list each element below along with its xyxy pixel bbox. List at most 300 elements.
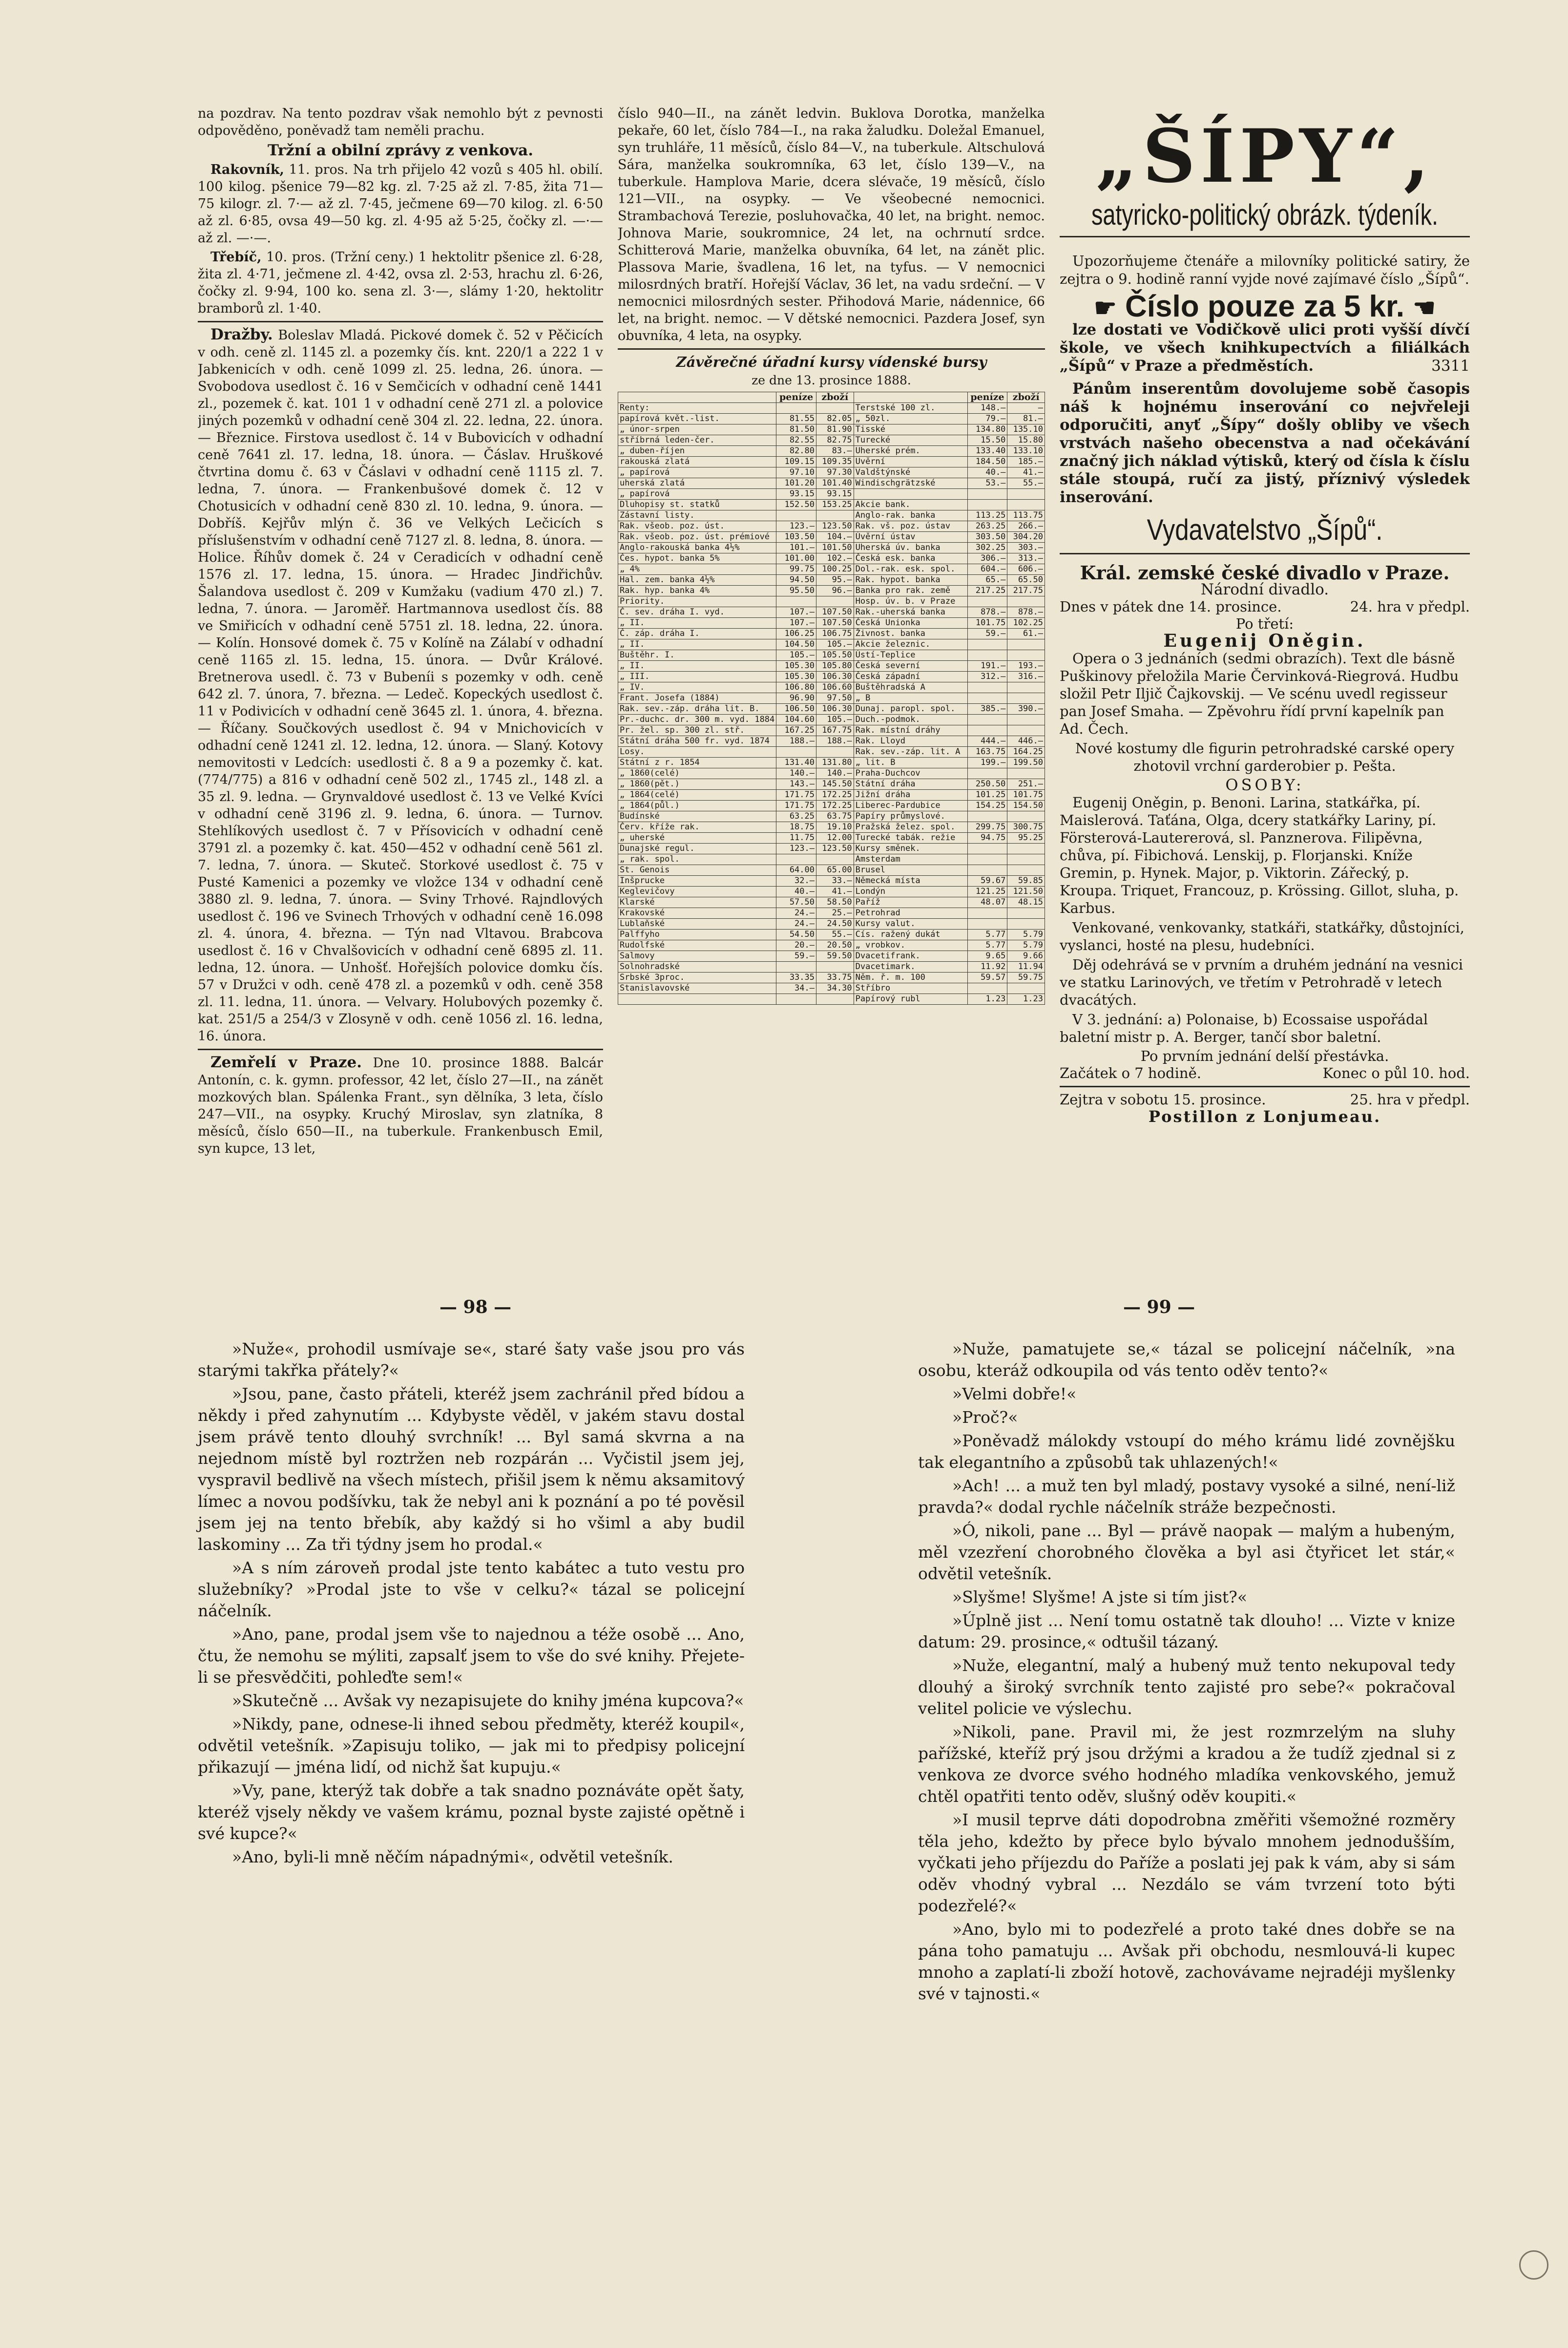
pause-note: Po prvním jednání delší přestávka. bbox=[1140, 1048, 1389, 1064]
table-cell: 101.40 bbox=[816, 478, 854, 489]
table-cell: 48.07 bbox=[967, 897, 1007, 908]
table-cell bbox=[967, 919, 1007, 930]
table-cell: 390.— bbox=[1007, 704, 1045, 715]
table-cell bbox=[967, 983, 1007, 994]
table-cell: Srbské 3proc. bbox=[618, 973, 776, 983]
table-cell: Německá místa bbox=[854, 876, 967, 887]
table-cell: Palffyho bbox=[618, 930, 776, 940]
section-divider bbox=[198, 1049, 603, 1050]
table-cell: 113.75 bbox=[1007, 510, 1045, 521]
table-cell: Petrohrad bbox=[854, 908, 967, 919]
table-cell: „ III. bbox=[618, 672, 776, 682]
story-paragraph: »Vy, pane, kterýž tak dobře a tak snadno poznáváte opět šaty, kteréž vjsely někdy ve vašem krámu, poznal byste zajisté opětně i své kupce?« bbox=[198, 1781, 745, 1843]
table-cell: Hal. zem. banka 4½% bbox=[618, 575, 776, 586]
table-cell: 57.50 bbox=[776, 897, 816, 908]
table-cell: 123.50 bbox=[816, 521, 854, 532]
table-cell: 65.50 bbox=[1007, 575, 1045, 586]
table-cell bbox=[967, 596, 1007, 607]
table-row bbox=[618, 661, 1045, 672]
table-cell: Tisské bbox=[854, 424, 967, 435]
table-cell: 300.75 bbox=[1007, 822, 1045, 833]
table-cell: Zástavní listy. bbox=[618, 510, 776, 521]
table-cell: 121.50 bbox=[1007, 887, 1045, 897]
table-cell: 109.35 bbox=[816, 457, 854, 467]
table-header-cell: peníze bbox=[776, 392, 816, 403]
table-cell: 172.25 bbox=[816, 790, 854, 801]
table-cell: Dol.-rak. esk. spol. bbox=[854, 564, 967, 575]
theatre-date-line: Dnes v pátek dne 14. prosince. 24. hra v předpl. bbox=[1060, 598, 1470, 615]
table-cell: Dunaj. paropl. spol. bbox=[854, 704, 967, 715]
table-cell: 167.25 bbox=[776, 725, 816, 736]
table-cell: 131.80 bbox=[816, 758, 854, 768]
table-cell bbox=[776, 994, 816, 1005]
table-row bbox=[618, 521, 1045, 532]
cast-heading: OSOBY: bbox=[1225, 776, 1304, 794]
table-cell bbox=[967, 500, 1007, 510]
table-cell: 145.50 bbox=[816, 779, 854, 790]
table-cell: Jižní dráha bbox=[854, 790, 967, 801]
table-cell: Terstské 100 zl. bbox=[854, 403, 967, 414]
table-cell: Krakovské bbox=[618, 908, 776, 919]
table-cell: 313.— bbox=[1007, 553, 1045, 564]
table-cell: 153.25 bbox=[816, 500, 854, 510]
table-cell: Č. záp. dráha I. bbox=[618, 629, 776, 639]
table-row bbox=[618, 693, 1045, 704]
theatre-third-performance: Po třetí: bbox=[1235, 615, 1294, 632]
table-cell: 33.35 bbox=[776, 973, 816, 983]
table-cell: 11.75 bbox=[776, 833, 816, 844]
table-cell: Pr.-duchc. dr. 300 m. vyd. 1884 bbox=[618, 715, 776, 725]
table-cell: 184.50 bbox=[967, 457, 1007, 467]
table-cell: 185.— bbox=[1007, 457, 1045, 467]
table-cell: „ IV. bbox=[618, 682, 776, 693]
story-paragraph: »Ano, bylo mi to podezřelé a proto také dnes dobře se na pána toho pamatuju ... Avšak při obchodu, nesmlouvá-li kupec mnoho a zaplatí-li zboží hotově, zachovávame nejradéji myšlenky své v tajnosti.« bbox=[918, 1920, 1455, 2003]
publisher-name: Vydavatelstvo „Šípů“. bbox=[1147, 513, 1383, 546]
table-cell: „ lit. B bbox=[854, 758, 967, 768]
table-cell: Kursy valut. bbox=[854, 919, 967, 930]
table-cell: 48.15 bbox=[1007, 897, 1045, 908]
table-cell bbox=[776, 596, 816, 607]
table-cell: 154.25 bbox=[967, 801, 1007, 811]
table-cell: „ duben-říjen bbox=[618, 446, 776, 457]
table-cell: 444.— bbox=[967, 736, 1007, 747]
table-cell: 134.80 bbox=[967, 424, 1007, 435]
table-cell: Rak. všeob. poz. úst. prémiové bbox=[618, 532, 776, 543]
table-header-cell: peníze bbox=[967, 392, 1007, 403]
table-row bbox=[618, 607, 1045, 618]
table-cell bbox=[1007, 908, 1045, 919]
table-cell: Česká Unionka bbox=[854, 618, 967, 629]
table-cell bbox=[1007, 865, 1045, 876]
table-row bbox=[618, 801, 1045, 811]
table-cell: 878.— bbox=[967, 607, 1007, 618]
table-cell: 59.57 bbox=[967, 973, 1007, 983]
table-cell bbox=[776, 510, 816, 521]
table-cell: 34.30 bbox=[816, 983, 854, 994]
table-cell: Rak. všeob. poz. úst. bbox=[618, 521, 776, 532]
table-cell: 81.50 bbox=[776, 424, 816, 435]
table-row bbox=[618, 994, 1045, 1005]
table-cell: 101.75 bbox=[1007, 790, 1045, 801]
table-cell: Keglevičovy bbox=[618, 887, 776, 897]
story-paragraph: »Nikdy, pane, odnese-li ihned sebou předměty, kteréž koupil«, odvětil vetešník. »Zapisuju toliko, — jak mi to předpisy policejní přikazují — jména lidí, od nichž šat kupuju.« bbox=[198, 1714, 745, 1777]
table-cell bbox=[1007, 725, 1045, 736]
exchange-rates-table bbox=[618, 392, 1045, 1005]
table-cell: 302.25 bbox=[967, 543, 1007, 553]
table-cell: Rak.-uherská banka bbox=[854, 607, 967, 618]
table-row bbox=[618, 736, 1045, 747]
table-cell: 95.50 bbox=[776, 586, 816, 596]
table-cell: Rak. sev.-záp. dráha lit. B. bbox=[618, 704, 776, 715]
table-header-cell: zboží bbox=[1007, 392, 1045, 403]
table-cell: uherská zlatá bbox=[618, 478, 776, 489]
table-cell: 107.— bbox=[776, 607, 816, 618]
table-cell: Turecké tabák. režie bbox=[854, 833, 967, 844]
table-cell: 63.25 bbox=[776, 811, 816, 822]
section-divider bbox=[1060, 553, 1470, 554]
table-cell: Rak. Lloyd bbox=[854, 736, 967, 747]
table-cell: 172.25 bbox=[816, 801, 854, 811]
rakovnik-report: Rakovník, 11. pros. Na trh přijelo 42 vozů s 405 hl. obilí. 100 kilog. pšenice 79—82 kg. zl. 7·25 až zl. 7·85, žita 71—75 kilogr. zl. 7·— až zl. 7·45, ječmene 69—70 kilog. zl. 6·50 až zl. 6·85, ovsa 49—50 kg. zl. 4·95 až 5·25, čočky zl. —·— až zl. —·—. bbox=[198, 162, 603, 246]
cast-list: Eugenij Oněgin, p. Benoni. Larina, statkářka, pí. Maislerová. Taťána, Olga, dcery statkářky Lariny, pí. Försterová-Lautererová, sl. Panznerova. Filipěvna, chůva, pí. Fibichová. Lenskij, p. Florjanski. Kníže Gremin, p. Hynek. Major, p. Viktorin. Zářecký, p. Kroupa. Triquet, Francouz, p. Krössing. Gillot, sluha, p. Karbus. bbox=[1060, 794, 1459, 916]
table-cell: „ 4% bbox=[618, 564, 776, 575]
table-cell: 105.30 bbox=[776, 661, 816, 672]
section-divider bbox=[618, 348, 1045, 350]
table-row bbox=[618, 414, 1045, 424]
table-row bbox=[618, 725, 1045, 736]
table-cell: 299.75 bbox=[967, 822, 1007, 833]
table-cell: 94.75 bbox=[967, 833, 1007, 844]
bursa-heading: Závěrečné úřadní kursy vídenské bursy bbox=[676, 354, 987, 370]
table-cell: 41.— bbox=[1007, 467, 1045, 478]
table-cell: 101.50 bbox=[816, 543, 854, 553]
story-paragraph: »Nikoli, pane. Pravil mi, že jest rozmrzelým na sluhy pařížské, kteříž prý jsou držými a kradou a že tudíž zjednal si z venkova ze dvorce svého hodného mladíka venkovského, jemuž chtěl opatřiti tento oděv, slušný oděv koupiti.« bbox=[918, 1722, 1455, 1806]
table-row bbox=[618, 704, 1045, 715]
table-row bbox=[618, 897, 1045, 908]
table-cell bbox=[776, 747, 816, 758]
table-cell: Kursy směnek. bbox=[854, 844, 967, 854]
tomorrow-title: Postillon z Lonjumeau. bbox=[1148, 1107, 1381, 1126]
table-cell bbox=[816, 747, 854, 758]
table-cell: 15.80 bbox=[1007, 435, 1045, 446]
table-cell: 81.55 bbox=[776, 414, 816, 424]
story-paragraph: »Jsou, pane, často přáteli, kteréž jsem zachránil před bídou a někdy i před zahynutím ... Kdybyste věděl, v jakém stavu dostal jsem právě tento dlouhý svrchník! ... Byl samá skvrna a na nejednom místě byl roztržen neb rozpárán ... Vyčistil jsem jej, vyspravil bedlivě na všech místech, přišil jsem k němu aksamitový límec a novou podšívku, tak že nebyl ani k poznání a po té pověsil jsem jej na tento břebík, aby každý si ho všiml a aby budil laskominy ... Za tři týdny jsem ho prodal.« bbox=[198, 1384, 745, 1554]
table-row bbox=[618, 790, 1045, 801]
table-row bbox=[618, 919, 1045, 930]
table-cell bbox=[816, 994, 854, 1005]
table-cell: Stříbro bbox=[854, 983, 967, 994]
table-cell: 9.66 bbox=[1007, 951, 1045, 962]
table-row bbox=[618, 962, 1045, 973]
table-cell: 59.50 bbox=[816, 951, 854, 962]
table-cell: 5.77 bbox=[967, 940, 1007, 951]
table-row bbox=[618, 930, 1045, 940]
table-row bbox=[618, 854, 1045, 865]
table-cell bbox=[1007, 715, 1045, 725]
left-column bbox=[198, 105, 603, 1258]
table-row bbox=[618, 833, 1045, 844]
story-paragraph: »I musil teprve dáti dopodrobna změřiti všemožné rozměry těla jeho, kdežto by přece bylo bývalo mnohem jednodušším, vyčkati jeho příjezdu do Paříže a poslati jej pak k vám, aby si sám oděv vhodný vybral ... Nezdálo se vám tvrzení toto býti podezřelé?« bbox=[918, 1810, 1455, 1915]
table-cell: 33.— bbox=[816, 876, 854, 887]
table-cell: 107.50 bbox=[816, 618, 854, 629]
table-cell bbox=[967, 854, 1007, 865]
table-cell: 123.— bbox=[776, 521, 816, 532]
table-cell: 152.50 bbox=[776, 500, 816, 510]
table-cell bbox=[1007, 768, 1045, 779]
table-cell: 171.75 bbox=[776, 801, 816, 811]
table-cell: „ II. bbox=[618, 661, 776, 672]
table-cell: Windischgrätzské bbox=[854, 478, 967, 489]
table-cell: 96.90 bbox=[776, 693, 816, 704]
intro-text: na pozdrav. Na tento pozdrav však nemohlo být z pevnosti odpověděno, poněvadž tam neměli prachu. bbox=[198, 106, 603, 138]
table-cell: 188.— bbox=[776, 736, 816, 747]
table-cell: 385.— bbox=[967, 704, 1007, 715]
table-cell bbox=[816, 510, 854, 521]
table-cell: 101.20 bbox=[776, 478, 816, 489]
table-cell: papírová květ.-list. bbox=[618, 414, 776, 424]
table-cell bbox=[967, 682, 1007, 693]
sipy-notice: Upozorňujeme čtenáře a milovníky politické satiry, že zejtra o 9. hodině ranní vyjde nové zajímavé číslo „Šípů“. bbox=[1060, 253, 1470, 287]
table-row bbox=[618, 672, 1045, 682]
table-cell: 106.50 bbox=[776, 704, 816, 715]
table-cell: 164.25 bbox=[1007, 747, 1045, 758]
table-cell: 93.15 bbox=[776, 489, 816, 500]
table-cell: 59.67 bbox=[967, 876, 1007, 887]
ballet-note: V 3. jednání: a) Polonaise, b) Ecossaise uspořádal baletní mistr p. A. Berger, tančí sbor baletní. bbox=[1060, 1011, 1428, 1045]
table-cell: „ B bbox=[854, 693, 967, 704]
table-cell: Pr. žel. sp. 300 zl. stř. bbox=[618, 725, 776, 736]
setting-note: Děj odehrává se v prvním a druhém jednání na vesnici ve statku Larinových, ve třetím v Petrohradě v letech dvacátých. bbox=[1060, 956, 1463, 1008]
table-cell: 121.25 bbox=[967, 887, 1007, 897]
table-row bbox=[618, 553, 1045, 564]
table-row bbox=[618, 682, 1045, 693]
table-cell: Anglo-rakouská banka 4½% bbox=[618, 543, 776, 553]
table-cell: 217.25 bbox=[967, 586, 1007, 596]
table-row bbox=[618, 532, 1045, 543]
table-cell: 18.75 bbox=[776, 822, 816, 833]
table-cell: 5.77 bbox=[967, 930, 1007, 940]
table-cell: Valdštýnské bbox=[854, 467, 967, 478]
theatre-subheading: Národní divadlo. bbox=[1200, 581, 1329, 598]
table-cell bbox=[1007, 639, 1045, 650]
table-row bbox=[618, 435, 1045, 446]
table-cell: 199.50 bbox=[1007, 758, 1045, 768]
table-cell: 105.— bbox=[816, 639, 854, 650]
table-cell: 65.00 bbox=[816, 865, 854, 876]
table-cell bbox=[967, 693, 1007, 704]
table-cell: Klarské bbox=[618, 897, 776, 908]
table-cell: 102.— bbox=[816, 553, 854, 564]
table-cell: 63.75 bbox=[816, 811, 854, 822]
table-row bbox=[618, 715, 1045, 725]
table-cell: Rak. hyp. banka 4% bbox=[618, 586, 776, 596]
section-divider bbox=[1060, 1086, 1470, 1087]
table-cell: Státní dráha 500 fr. vyd. 1874 bbox=[618, 736, 776, 747]
table-header-row bbox=[618, 392, 1045, 403]
table-cell: 9.65 bbox=[967, 951, 1007, 962]
table-cell: Státní dráha bbox=[854, 779, 967, 790]
table-cell bbox=[776, 403, 816, 414]
table-cell: 15.50 bbox=[967, 435, 1007, 446]
table-cell: Brusel bbox=[854, 865, 967, 876]
table-cell: Cís. ražený dukát bbox=[854, 930, 967, 940]
table-row bbox=[618, 822, 1045, 833]
table-cell: 101.75 bbox=[967, 618, 1007, 629]
table-cell: 123.— bbox=[776, 844, 816, 854]
table-cell: Uherská úv. banka bbox=[854, 543, 967, 553]
table-cell: 303.— bbox=[1007, 543, 1045, 553]
page-number-left: — 98 — bbox=[439, 1297, 512, 1317]
table-cell bbox=[967, 865, 1007, 876]
table-cell: 217.75 bbox=[1007, 586, 1045, 596]
table-cell bbox=[1007, 811, 1045, 822]
table-cell bbox=[854, 489, 967, 500]
table-row bbox=[618, 983, 1045, 994]
table-cell: 446.— bbox=[1007, 736, 1045, 747]
table-cell: 11.92 bbox=[967, 962, 1007, 973]
theatre-heading: Král. zemské české divadlo v Praze. bbox=[1080, 562, 1450, 584]
table-cell: 59.— bbox=[776, 951, 816, 962]
story-paragraph: »Velmi dobře!« bbox=[952, 1384, 1077, 1403]
table-cell: — bbox=[1007, 403, 1045, 414]
table-cell bbox=[776, 854, 816, 865]
pointing-hand-left-icon: ☚ bbox=[1413, 294, 1436, 322]
table-cell: Banka pro rak. země bbox=[854, 586, 967, 596]
sipy-subtitle: satyricko-politický obrázk. týdeník. bbox=[1091, 198, 1439, 231]
table-cell bbox=[1007, 919, 1045, 930]
table-cell: 83.— bbox=[816, 446, 854, 457]
table-cell: 143.— bbox=[776, 779, 816, 790]
table-cell: Rudolfské bbox=[618, 940, 776, 951]
middle-column bbox=[618, 105, 1045, 1258]
table-cell: 105.— bbox=[776, 650, 816, 661]
table-cell: 97.10 bbox=[776, 467, 816, 478]
table-cell: Hosp. úv. b. v Praze bbox=[854, 596, 967, 607]
table-cell: 878.— bbox=[1007, 607, 1045, 618]
table-cell: 106.30 bbox=[816, 672, 854, 682]
table-row bbox=[618, 510, 1045, 521]
deaths-section: Zemřelí v Praze. Dne 10. prosince 1888. Balcár Antonín, c. k. gymn. professor, 42 let, číslo 27—II., na zánět mozkových blan. Spálenka Frant., syn dělníka, 3 leta, číslo 247—VII., na osypky. Kruchý Miroslav, syn zlatníka, 8 měsíců, číslo 650—II., na tuberkule. Frankenbusch Emil, syn kupce, 13 let, bbox=[198, 1054, 603, 1156]
table-row bbox=[618, 908, 1045, 919]
table-cell bbox=[1007, 693, 1045, 704]
story-paragraph: »Ó, nikoli, pane ... Byl — právě naopak — malým a hubeným, měl vzezření chorobného člověka a byl asi čtyřicet let stár,« odvětil vetešník. bbox=[918, 1521, 1455, 1583]
table-cell: Buštěhradská A bbox=[854, 682, 967, 693]
price-line bbox=[1060, 290, 1470, 323]
table-cell: Papírový rubl bbox=[854, 994, 967, 1005]
table-cell: 104.50 bbox=[776, 639, 816, 650]
table-cell: 41.— bbox=[816, 887, 854, 897]
table-cell: 167.75 bbox=[816, 725, 854, 736]
table-row bbox=[618, 575, 1045, 586]
table-cell bbox=[1007, 682, 1045, 693]
story-paragraph: »Slyšme! Slyšme! A jste si tím jist?« bbox=[952, 1587, 1248, 1607]
table-cell: 131.40 bbox=[776, 758, 816, 768]
table-cell: Dvacetifrank. bbox=[854, 951, 967, 962]
table-cell: 106.75 bbox=[816, 629, 854, 639]
table-cell: „ papírová bbox=[618, 467, 776, 478]
table-cell: 312.— bbox=[967, 672, 1007, 682]
table-cell: Rak. sev.-záp. lit. A bbox=[854, 747, 967, 758]
table-row bbox=[618, 973, 1045, 983]
table-cell bbox=[967, 650, 1007, 661]
table-cell: Státní z r. 1854 bbox=[618, 758, 776, 768]
table-cell: 58.50 bbox=[816, 897, 854, 908]
table-cell: Stanislavovské bbox=[618, 983, 776, 994]
table-cell: 12.00 bbox=[816, 833, 854, 844]
table-cell: Londýn bbox=[854, 887, 967, 897]
table-cell: 24.50 bbox=[816, 919, 854, 930]
table-cell: 316.— bbox=[1007, 672, 1045, 682]
table-cell: 199.— bbox=[967, 758, 1007, 768]
price-text: Číslo pouze za 5 kr. bbox=[1125, 290, 1404, 323]
table-cell: 100.25 bbox=[816, 564, 854, 575]
page-number-right: — 99 — bbox=[1123, 1297, 1195, 1317]
opera-description: Opera o 3 jednáních (sedmi obrazích). Text dle básně Puškinovy přeložila Marie Červinková-Riegrová. Hudbu složil Petr Iljič Čajkovskij. — Ve scénu uvedl regisseur pan Josef Smaha. — Zpěvohru řídí první kapelník pan Ad. Čech. bbox=[1060, 650, 1459, 737]
table-cell: 135.10 bbox=[1007, 424, 1045, 435]
table-cell: 251.— bbox=[1007, 779, 1045, 790]
table-cell: 95.— bbox=[816, 575, 854, 586]
table-cell: 54.50 bbox=[776, 930, 816, 940]
table-cell: St. Genois bbox=[618, 865, 776, 876]
table-cell: „ 1864(půl.) bbox=[618, 801, 776, 811]
table-cell: 24.— bbox=[776, 908, 816, 919]
table-cell: Papíry průmyslové. bbox=[854, 811, 967, 822]
table-row bbox=[618, 951, 1045, 962]
table-cell: 59.85 bbox=[1007, 876, 1045, 887]
table-header-cell: zboží bbox=[816, 392, 854, 403]
ad-number: 3311 bbox=[1431, 357, 1470, 375]
auctions-section: Dražby. Boleslav Mladá. Pickové domek č. 52 v Pěčicích v odh. ceně zl. 1145 zl. a pozemky čís. knt. 220/1 a 222 1 v Jabkenicích v odh. ceně 1099 zl. 25. ledna, 26. února. — Svobodova usedlost č. 16 v Semčicích v odhadní ceně 1441 zl., pozemek č. kat. 101 1 v odhadní ceně 271 zl. a polovice jiných pozemků v odhadní ceně 304 zl. 22. ledna, 22. února. — Březnice. Firstova usedlost č. 14 v Bubovicích v odhadní ceně 7641 zl. 17. ledna, 18. února. — Čáslav. Hruškové čtvrtina domu č. 63 v Čáslavi v odhadní ceně 1115 zl. 7. ledna, 7. února. — Frankenbušové domek č. 12 v Chotusicích v odhadní ceně 830 zl. 10. ledna, 9. února. — Dobříš. Kejřův mlýn č. 36 ve Velkých Lečicích s příslušenstvím v odhadní ceně 7127 zl. 8. ledna, 8. února. — Holice. Říhův domek č. 24 v Ceradicích v odhadní ceně 1576 zl. 17. ledna, 15. února. — Hradec Jindřichův. Šalandova usedlost č. 209 v Kumžaku (vadium 470 zl.) 7. ledna, 7. února. — Jaroměř. Hartmannova usedlost čís. 88 ve Smiřicích v odhadní ceně 5751 zl. 18. ledna, 22. února. — Kolín. Honsové domek č. 75 v Kolíně na Zálabí v odhadní ceně 1165 zl. 15. ledna, 15. února. — Dvůr Králové. Bretnerova usedl. č. 73 v Bubeníi s pozemky v odh. ceně 642 zl. 7. února, 7. března. — Ledeč. Kopeckých usedlost č. 11 v Podivicích v odhadní ceně 3645 zl. 1. února, 4. března. — Říčany. Součkových usedlost č. 94 v Mnichovicích v odhadní ceně 1241 zl. 12. ledna, 12. února. — Slaný. Kotovy nemovitosti v Ledcích: usedlosti č. 8 a 9 a pozemky č. kat. (774/775) a 816 v odhadní ceně 502 zl., 1745 zl., 148 zl. a 35 zl. 9. ledna. — Grynvaldové usedlost č. 13 ve Velké Kvíci v odhadní ceně 3196 zl. 9. ledna, 6. února. — Turnov. Stehlíkových usedlost č. 7 v Přísovicích v odhadní ceně 3791 zl. a pozemky č. kat. 450—452 v odhadní ceně 561 zl. 7. ledna, 7. února. — Skuteč. Storkové usedlost č. 75 v Pusté Kamenici a pozemky ve vložce 134 v odhadní ceně 3880 zl. 9. ledna, 7. února. — Sviny Trhové. Rajndlových usedlost č. 196 ve Svinech Trhových v odhadní ceně 16.098 zl. 4. února, 4. března. — Týn nad Vltavou. Brabcova usedlost č. 16 v Chvalšovicích v odhadní ceně 6895 zl. 11. ledna, 12. února. — Unhošť. Hořejších polovice domku čís. 57 v Družci v odh. ceně 478 zl. a pozemků v odh. ceně 358 zl. 11. ledna, 11. února. — Velvary. Holubových pozemky č. kat. 251/5 a 254/3 v Zlosyně v odh. ceně 1056 zl. 16. ledna, 16. února. bbox=[198, 326, 603, 1044]
table-cell bbox=[967, 811, 1007, 822]
table-cell: Živnost. banka bbox=[854, 629, 967, 639]
table-cell: 101.— bbox=[776, 543, 816, 553]
table-cell: 81.90 bbox=[816, 424, 854, 435]
table-cell: „ rak. spol. bbox=[618, 854, 776, 865]
table-cell: Česká západní bbox=[854, 672, 967, 682]
table-cell: „ 1860(pět.) bbox=[618, 779, 776, 790]
table-cell: 171.75 bbox=[776, 790, 816, 801]
table-cell: „ II. bbox=[618, 639, 776, 650]
story-paragraph: »Nuže, elegantní, malý a hubený muž tento nekupoval tedy dlouhý a široký svrchník tento zajisté pro sebe?« pokračoval velitel policie ve výslechu. bbox=[918, 1656, 1455, 1718]
table-cell: 81.— bbox=[1007, 414, 1045, 424]
right-column bbox=[1060, 105, 1470, 1258]
table-cell: rakouská zlatá bbox=[618, 457, 776, 467]
table-cell: 105.— bbox=[816, 715, 854, 725]
table-row bbox=[618, 457, 1045, 467]
table-cell: 606.— bbox=[1007, 564, 1045, 575]
table-cell: 104.60 bbox=[776, 715, 816, 725]
table-row bbox=[618, 467, 1045, 478]
table-cell: 96.— bbox=[816, 586, 854, 596]
table-cell: 1.23 bbox=[967, 994, 1007, 1005]
story-paragraph: »Skutečně ... Avšak vy nezapisujete do knihy jména kupcova?« bbox=[232, 1691, 744, 1710]
table-cell: 97.30 bbox=[816, 467, 854, 478]
table-cell: 25.— bbox=[816, 908, 854, 919]
table-cell bbox=[967, 768, 1007, 779]
table-cell: Dvacetimark. bbox=[854, 962, 967, 973]
pointing-hand-right-icon: ☛ bbox=[1094, 294, 1117, 322]
table-cell: „ II. bbox=[618, 618, 776, 629]
table-cell: Rak. místní dráhy bbox=[854, 725, 967, 736]
table-cell: Paříž bbox=[854, 897, 967, 908]
table-cell bbox=[816, 403, 854, 414]
table-cell: Uherské prém. bbox=[854, 446, 967, 457]
story-paragraph: »Ano, byli-li mně něčím nápadnými«, odvětil vetešník. bbox=[232, 1847, 673, 1866]
story-paragraph: »Ach! ... a muž ten byl mladý, postavy vysoké a silné, není-liž pravda?« dodal rychle náčelník stráže bezpečnosti. bbox=[918, 1476, 1455, 1517]
table-cell: Akcie železnic. bbox=[854, 639, 967, 650]
table-header-cell bbox=[854, 392, 967, 403]
table-cell: „ papírová bbox=[618, 489, 776, 500]
